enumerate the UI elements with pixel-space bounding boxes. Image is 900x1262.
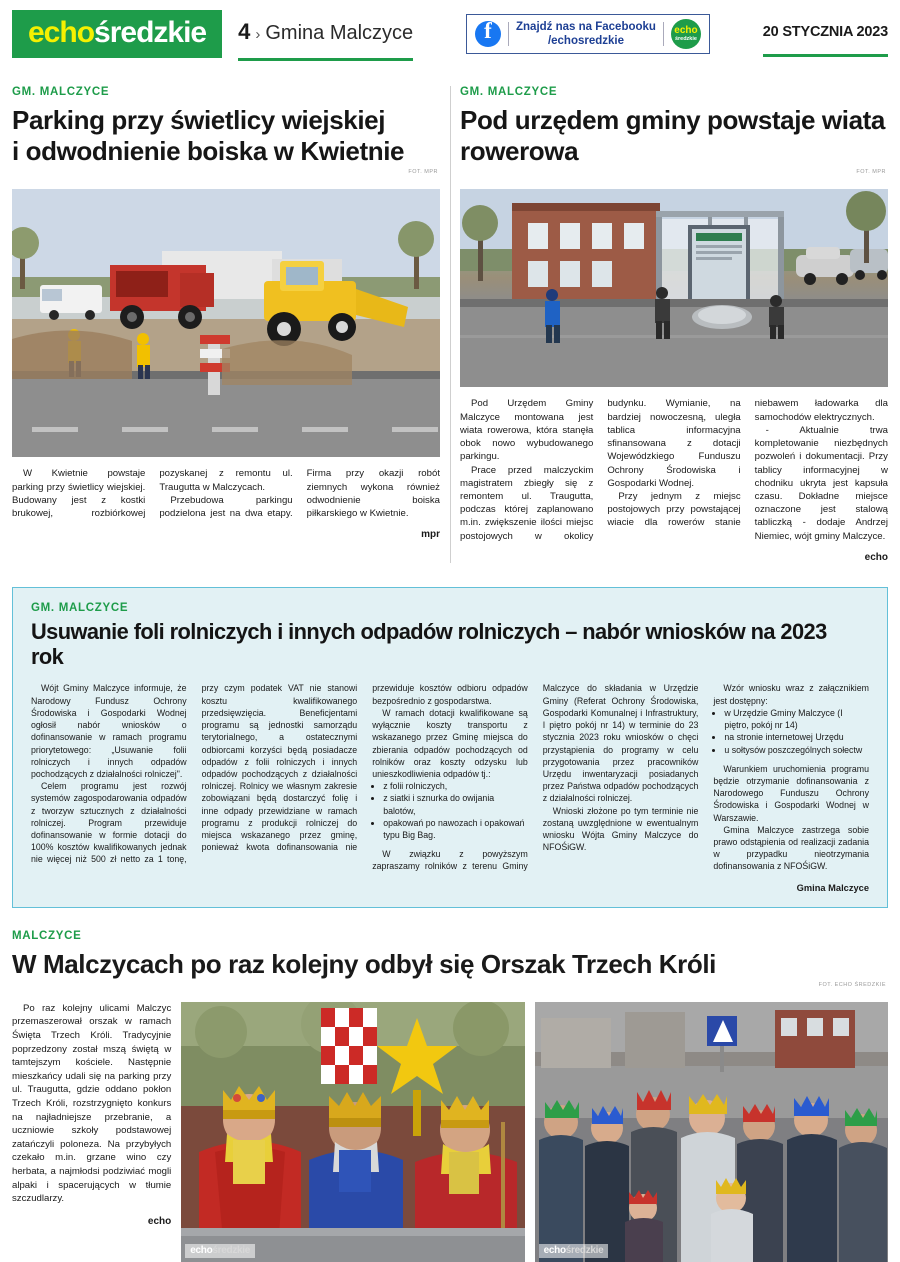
watermark-primary: echo [190,1244,213,1256]
photo-credit-row [12,981,888,1002]
headline-line-2: rowerowa [460,135,579,166]
watermark-secondary: średzkie [212,1244,251,1256]
facebook-promo-line2: /echosredzkie [547,35,625,47]
box-paragraph: Wnioski złożone po tym terminie nie zostaną uwzględnione w ewentualnym wniosku Wójta Gminy Malczyce do NFOŚiGW. [542,805,699,853]
article-paragraph: Po raz kolejny ulicami Malczyc przemaszerował orszak w ramach Święta Trzech Króli. Tradycyjnie poprzedzony został mszą świętą w tamtejszym kościele. Następnie mieszkańcy udali się na parking przy ul. Traugutta, gdzie oddano pokłon Trzech Króli, rozstrzygnięto konkurs na najładniejsze przebranie, a uczniowie szkoły podstawowej zatańczyli poloneza. Na przybyłych czekało m.in. grzane wino czy herbata, a najmłodsi podziwiać mogli alpaki i spacerujących w tłumie szczudlarzy. [12,1002,172,1205]
article-bike-shelter [460,86,888,563]
article-headline: W Malczycach po raz kolejny odbył się Orszak Trzech Króli [12,948,716,979]
box-paragraph: W ramach dotacji kwalifikowane są wyłącznie koszty transportu z wskazanego przez Gminę miejsca do zbierania odpadów pochodzących od rolników oraz koszty odzysku lub unieszkodliwienia odpadów tj.: [372,707,528,779]
headline-line-2: i odwodnienie boiska w Kwietnie [12,135,405,166]
box-bullet-item: • u sołtysów poszczególnych sołectw [724,744,869,756]
watermark-secondary: średzkie [565,1244,604,1256]
article-parking-kwietno [12,86,440,563]
box-paragraph: Warunkiem uruchomienia programu będzie otrzymanie dofinansowania z Narodowego Funduszu Ochrony Środowiska i Gospodarki Wodnej w Warszawie. [713,763,869,823]
logo-primary-text: echo [28,16,95,49]
box-bullet-item: • opakowań po nawozach i opakowań typu Big Bag. [383,817,528,841]
top-articles-row [0,86,900,563]
breadcrumb-underline [238,58,413,61]
box-kicker: GM. MALCZYCE [31,601,129,614]
article-photo-three-kings-1 [181,1002,524,1262]
box-paragraph: Celem programu jest rozwój systemów zagospodarowania odpadów z tworzyw sztucznych z działalności rolniczej. Program przewiduje dofinansowanie w formie dotacji do 100% kosztów kwalifikowanych jednak nie więcej niż 500 zł netto za 1 tonę, przy czym podatek VAT nie stanowi kosztu kwalifikowanego przedsięwzięcia. Beneficjentami programu są jednostki samorządu terytorialnego, a ostatecznymi odbiorcami korzyści będą posiadacze odpadów z folii rolniczych i innych odpadów pochodzących z działalności rolniczej. Rolnicy we własnym zakresie zobowiązani będą dostarczyć folię i inne odpady przewidziane w ramach programu z produkcji rolniczej do miejsca wskazanego przez gminę, ponieważ kwota dofinansowania nie przewiduje kosztów odbioru odpadów bezpośrednio z gospodarstwa. [31,683,528,865]
box-bullet-item: • z folii rolniczych, [383,780,528,792]
photo-credit-row [460,169,888,189]
photo-watermark [539,1244,609,1258]
facebook-promo-text [516,20,656,49]
article-body [12,467,440,520]
facebook-icon [475,21,501,47]
article-paragraph: Pod Urzędem Gminy Malczyce montowana jest wiata rowerowa, która stanęła obok nowo wybudowanego parkingu. [460,398,594,463]
issue-date-wrap [763,23,888,45]
spacer [372,841,528,848]
logo-secondary-text: średzkie [94,16,207,49]
watermark-primary: echo [543,1244,566,1256]
article-paragraph: Przebudowa parkingu podzielona jest na dwa etapy. Firma przy okazji robót ziemnych wykona również odwodnienie boiska piłkarskiego w Kwietnie. [159,468,440,520]
photo-credit: FOT. ECHO ŚREDZKIE [818,981,886,988]
divider [508,22,509,46]
article-body [12,1002,171,1262]
article-body [460,397,888,543]
box-bullet-item: • w Urzędzie Gminy Malczyce (I piętro, pokój nr 14) [724,707,869,731]
echo-badge-icon [671,19,701,49]
facebook-promo-line1: Znajdź nas na Facebooku [516,20,656,33]
facebook-promo-box[interactable] [466,14,710,54]
article-paragraph: - Aktualnie trwa kompletowanie niezbędnych pozwoleń i dokumentacji. Przy tablicy informacyjnej w chodniku ukryta jest kapsuła czasu. Dokładne miejsce oznaczone jest stalową tabliczką - dodaje Andrzej Niemiec, wójt gminy Malczyce. [754,424,888,542]
article-kicker: GM. MALCZYCE [460,86,558,98]
article-photo-bike-shelter [460,189,888,387]
box-paragraph: Wójt Gminy Malczyce informuje, że Narodowy Fundusz Ochrony Środowiska i Gospodarki Wodnej ogłosił nabór wniosków o dofinansowanie w ramach programu priorytetowego: „Usuwanie folii rolniczych i innych odpadów pochodzących z działalności rolniczej". [31,683,187,779]
photo-watermark [185,1244,255,1258]
article-paragraph: Przy jednym z miejsc postojowych przy powstającej wiacie dla rowerów stanie niebawem ładowarka dla samochodów elektrycznych. [607,398,888,529]
date-underline [763,54,888,57]
page-number: 4 [238,19,251,44]
article-headline [460,105,888,166]
box-body [31,682,869,872]
photo-credit: FOT. MPR [856,169,886,176]
article-kicker: MALCZYCE [12,929,82,942]
article-photo-roadworks [12,189,440,457]
article-paragraph: Prace przed malczyckim magistratem zbiegły się z remontem ul. Traugutta, podczas której zaplanowano m.in. zwiększenie ilości miejsc postojowych w okolicy budynku. Wymianie, na bardziej nowoczesną, uległa tablica informacyjna sfinansowana z dotacji Wojewódzkiego Funduszu Ochrony Środowiska i Gospodarki Wodnej. [460,398,741,542]
box-paragraph: Wzór wniosku wraz z załącznikiem jest dostępny: [713,683,869,706]
column-divider [440,86,460,563]
article-headline [12,105,440,166]
box-bullet-item: • na stronie internetowej Urzędu [724,731,869,743]
article-paragraph: W Kwietnie powstaje parking przy świetlicy wiejskiej. Budowany jest z kostki brukowej, rozbiórkowej pozyskanej z remontu ul. Traugutta w Malczycach. [12,468,293,520]
masthead [0,0,900,58]
box-paragraph: W związku z powyższym zapraszamy rolników z terenu Gminy Malczyce do składania w Urzędzie Gminy (Referat Ochrony Środowiska, Gospodarki Komunalnej i Infrastruktury, I piętro pokój nr 14) w terminie do 23 stycznia 2023 roku wniosków o chęci przystąpienia do programy w celu przygotowania przez pracowników Urzędu inwentaryzacji posiadanych przez Państwa odpadów pochodzących z działalności rolniczej. [372,683,699,872]
article-kicker: GM. MALCZYCE [12,86,110,98]
article-photo-three-kings-2 [535,1002,888,1262]
box-signature: Gmina Malczyce [796,882,869,893]
article-byline: echo [147,1215,172,1227]
headline-line-1: Parking przy świetlicy wiejskiej [12,105,386,135]
issue-date: 20 STYCZNIA 2023 [762,24,888,40]
box-bullet-list-2 [713,707,869,756]
box-headline: Usuwanie foli rolniczych i innych odpadów rolniczych – nabór wniosków na 2023 rok [31,618,827,669]
article-byline: echo [864,551,888,563]
box-bullet-item: • z siatki i sznurka do owijania balotów, [383,792,528,816]
article-three-kings [0,930,900,1262]
divider [663,22,664,46]
spacer [713,756,869,763]
box-paragraph: Gmina Malczyce zastrzega sobie prawo odstąpienia od realizacji zadania w przypadku nieotrzymania dofinansowania z NFOŚiGW. [713,824,869,872]
chevron-right-icon: › [255,26,261,43]
box-bullet-list-1 [372,780,528,841]
photo-credit: FOT. MPR [408,169,438,176]
newspaper-logo[interactable] [12,10,222,58]
section-title: Gmina Malczyce [265,22,414,44]
headline-line-1: Pod urzędem gminy powstaje wiata [460,105,885,135]
article-byline: mpr [421,529,440,541]
badge-primary-text: echo [674,24,698,36]
photo-credit-row [12,169,440,189]
badge-secondary-text: średzkie [674,35,697,42]
highlight-box-foil-removal [12,587,888,908]
bottom-content-grid [12,1002,888,1262]
breadcrumb [238,19,413,49]
